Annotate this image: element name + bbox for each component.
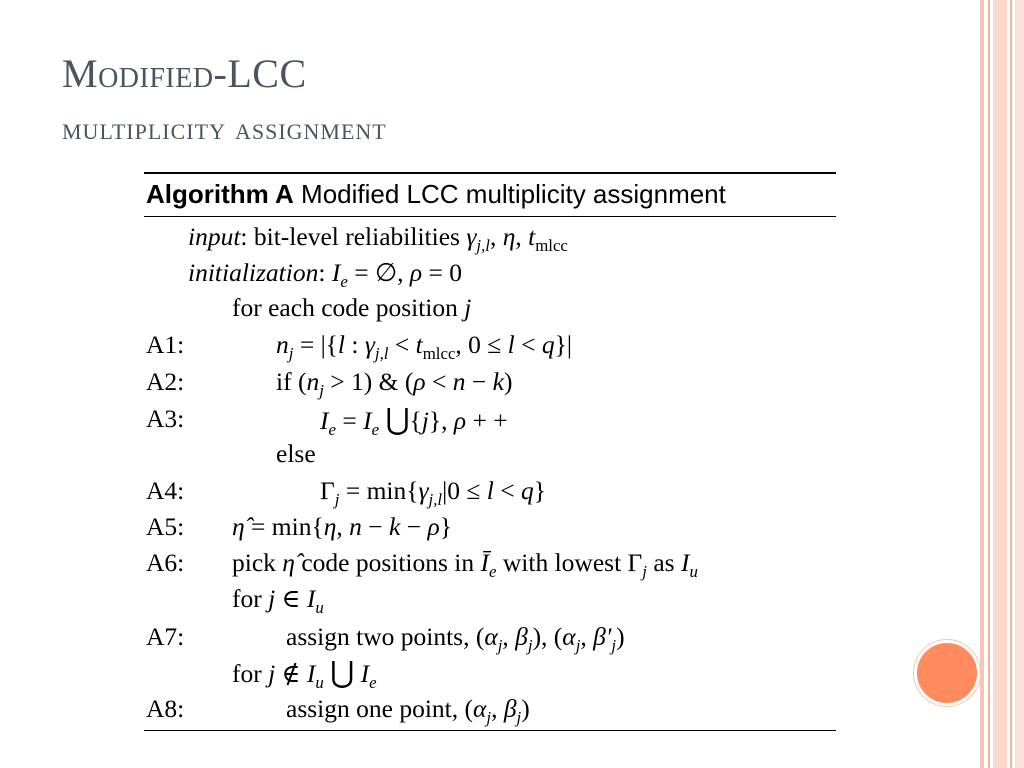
line-label-a8: A8:	[146, 694, 185, 723]
input-label: input	[188, 222, 241, 251]
for-text-1: for	[232, 584, 262, 613]
step-a7: assign two points, ($\alpha_j$, $\beta_j$), ($\alpha_j$, $\beta'_j$)	[286, 622, 625, 656]
for-in-line: for j ∈ $I_u$	[232, 584, 324, 618]
line-label-a7: A7:	[146, 622, 185, 651]
slide-subtitle: multiplicity assignment	[62, 110, 387, 146]
assign-one-text: assign one point,	[286, 694, 459, 723]
else-line: else	[276, 439, 316, 468]
for-each-line: for each code position j	[232, 293, 472, 322]
step-a5: η̂ = min{η, n − k − ρ}	[232, 512, 452, 541]
for-not-in-line: for j ∉ $I_u$ ⋃ $I_e$	[232, 657, 377, 693]
with-lowest-text: with lowest	[502, 548, 622, 577]
input-text: bit-level reliabilities	[253, 222, 460, 251]
step-a6: pick η̂ code positions in $Ī_e$ with lowest $\Gamma_j$ as $I_u$	[232, 548, 698, 582]
step-a8: assign one point, ($\alpha_j$, $\beta_j$)	[286, 694, 530, 728]
input-line: input: bit-level reliabilities $\gamma_{j,l}$, η, $t_{mlcc}$	[188, 222, 568, 256]
as-text: as	[653, 548, 675, 577]
algorithm-box	[144, 172, 836, 731]
code-positions-text: code positions in	[301, 548, 475, 577]
init-line: initialization: $I_e$ = ∅, ρ = 0	[188, 258, 463, 292]
for-each-text: for each code position	[232, 293, 458, 322]
algorithm-title: Modified LCC multiplicity assignment	[301, 179, 726, 209]
assign-two-text: assign two points,	[286, 622, 470, 651]
step-a4: $\Gamma_j = \min\{\gamma_{j,l}|0 \le l < q\}$	[320, 476, 546, 510]
step-a2: if $(n_j > 1)$ & (ρ < n − k)	[276, 367, 513, 401]
algorithm-header	[144, 174, 836, 217]
line-label-a5: A5:	[146, 512, 185, 541]
for-text-2: for	[232, 659, 262, 688]
line-label-a3: A3:	[146, 404, 185, 433]
line-label-a1: A1:	[146, 330, 185, 359]
line-label-a6: A6:	[146, 548, 185, 577]
step-a1: $n_j = |\{l$ : $\gamma_{j,l} < t_{mlcc}$, 0 ≤ l < q}|	[276, 330, 573, 364]
init-label: initialization	[188, 258, 319, 287]
algorithm-label: Algorithm A	[146, 179, 294, 209]
decorative-stripes	[980, 0, 1024, 768]
decorative-circle	[914, 640, 980, 706]
line-label-a4: A4:	[146, 476, 185, 505]
slide-title: Modified-LCC	[62, 51, 307, 96]
step-a3: $I_e = I_e$ ⋃{j}, ρ + +	[320, 404, 508, 440]
pick-text: pick	[232, 548, 276, 577]
line-label-a2: A2:	[146, 367, 185, 396]
